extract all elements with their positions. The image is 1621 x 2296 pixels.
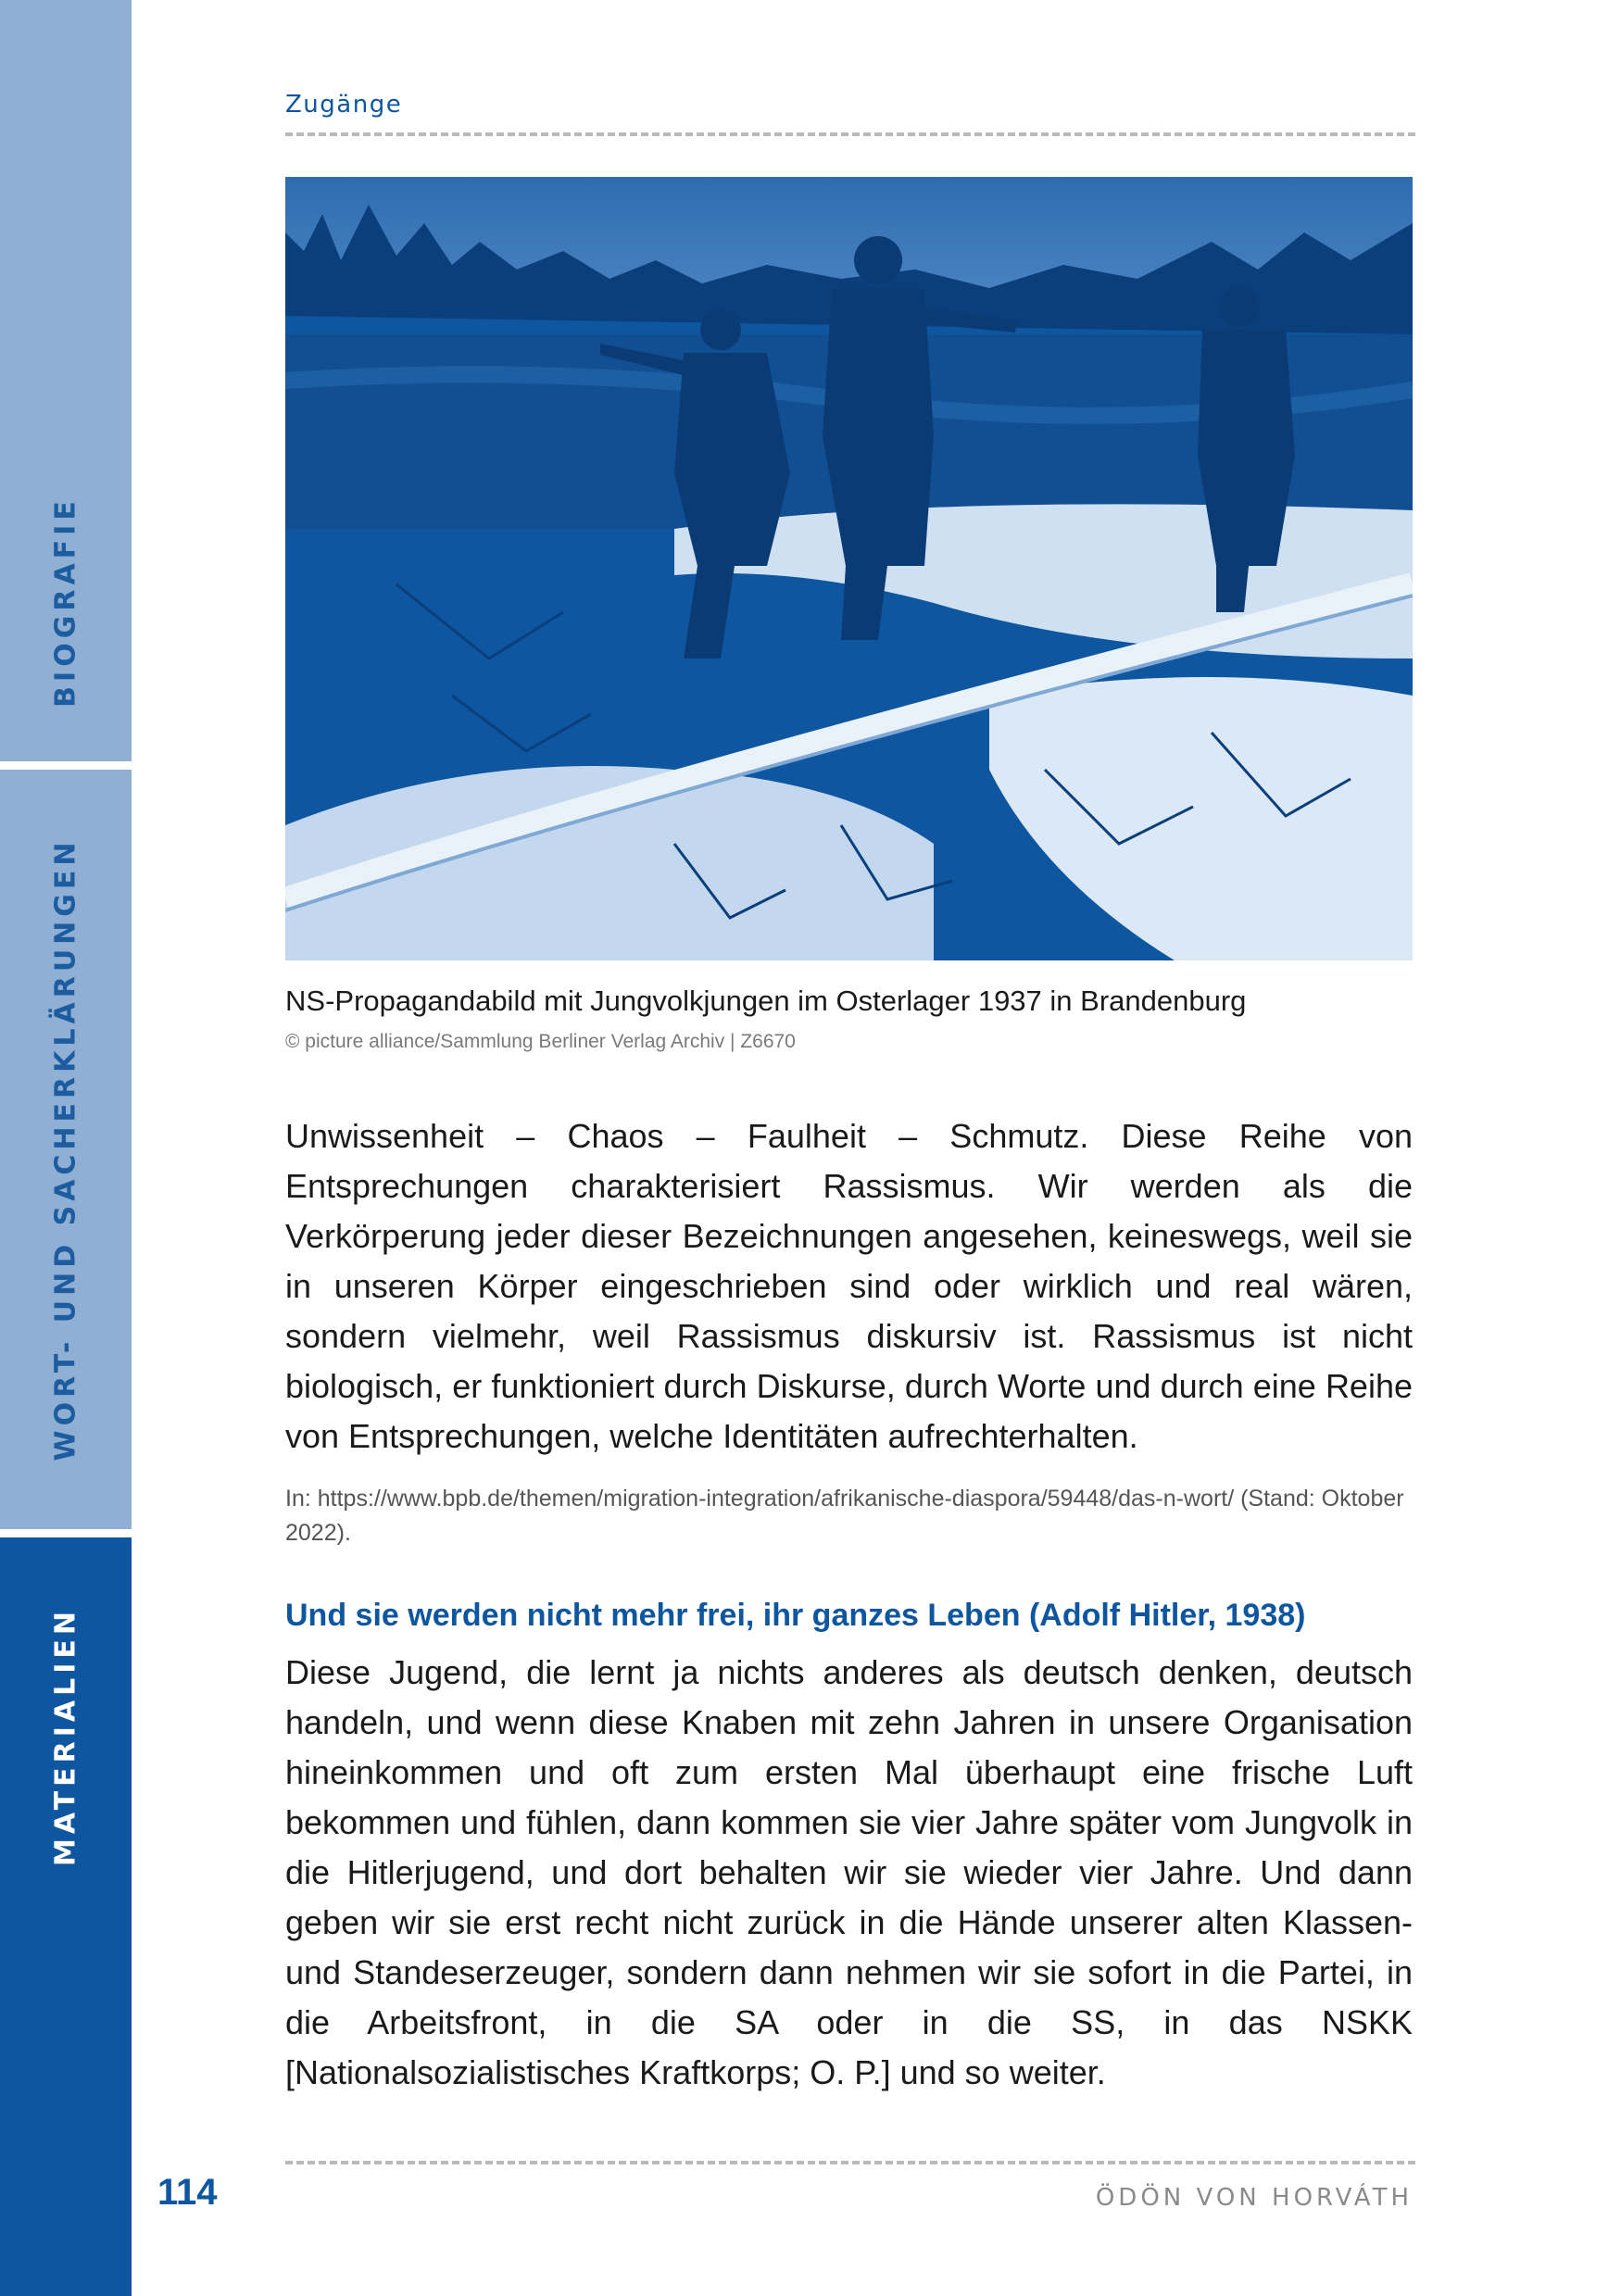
quote-text: Unwissenheit – Chaos – Faulheit – Schmutz. Diese Reihe von Entsprechungen charakterisiert Rassismus. Wir werden als die Verkörperung jeder dieser Bezeichnungen angesehen, keineswegs, weil sie in unseren Körper eingeschrieben sind oder wirklich und real wären, sondern vielmehr, weil Rassismus diskursiv ist. Rassismus ist nicht biologisch, er funktioniert durch Diskurse, durch Worte und durch eine Reihe von Entsprechungen, welche Identitäten aufrechterhalten. [285,1117,1413,1455]
tab-wort-label: WORT- UND SACHERKLÄRUNGEN [49,837,82,1462]
section-heading: Und sie werden nicht mehr frei, ihr ganzes Leben (Adolf Hitler, 1938) [285,1598,1306,1633]
quote-source: In: https://www.bpb.de/themen/migration-integration/afrikanische-diaspora/59448/das-n-wort/ (Stand: Oktober 2022). [285,1486,1404,1546]
page-number: 114 [157,2172,218,2213]
figure-credit: © picture alliance/Sammlung Berliner Verlag Archiv | Z6670 [285,1031,796,1052]
propaganda-photo [285,177,1413,960]
tab-materialien-label: MATERIALIEN [49,1606,82,1867]
section-label: Zugänge [285,91,403,119]
hitler-quote-text: Diese Jugend, die lernt ja nichts anderes als deutsch denken, deutsch handeln, und wenn diese Knaben mit zehn Jahren in unsere Organisation hineinkommen und oft zum ersten Mal überhaupt eine frische Luft bekommen und fühlen, dann kommen sie vier Jahre später vom Jungvolk in die Hitlerjugend, und dort behalten wir sie wieder vier Jahre. Und dann geben wir sie erst recht nicht zurück in die Hände unserer alten Klassen- und Standeserzeuger, sondern dann nehmen wir sie sofort in die Partei, in die Arbeitsfront, in die SA oder in die SS, in das NSKK [Nationalsozialistisches Kraftkorps; O. P.] und so weiter. [285,1653,1413,2091]
tab-wort-und-sacherklaerungen[interactable] [0,770,132,1529]
sidebar-tabs [0,0,132,2296]
footer-divider [285,2161,1415,2164]
author-name: ÖDÖN VON HORVÁTH [1095,2184,1413,2212]
tab-biografie[interactable] [0,0,132,761]
header-divider [285,132,1415,136]
tab-materialien[interactable] [0,1537,132,2296]
figure-caption: NS-Propagandabild mit Jungvolkjungen im Osterlager 1937 in Brandenburg [285,985,1247,1017]
tab-biografie-label: BIOGRAFIE [49,496,82,708]
